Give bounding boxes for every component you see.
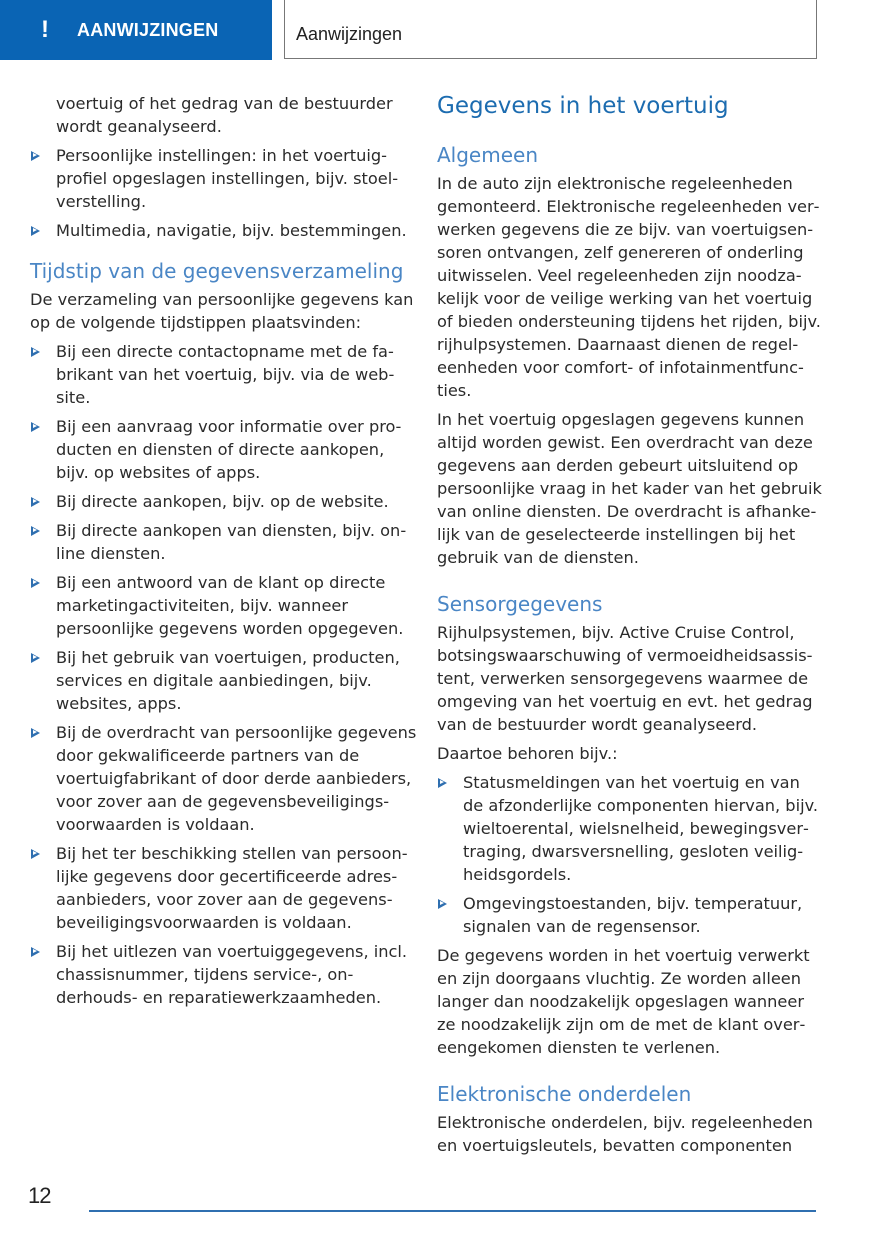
paragraph: In het voertuig opgeslagen gegevens kunnen altijd worden gewist. Een overdracht van deze gegevens aan derden gebeurt uitsluitend op persoonlijke vraag in het kader van het gebruik van online diensten. De overdracht is afhankelijk van de geselecteerde instellingen bij het gebruik van de diensten. xyxy=(437,410,822,567)
section-heading-elektronisch: Elektronische onderdelen xyxy=(437,1082,692,1106)
section-title-box xyxy=(284,0,817,59)
bullet-triangle-icon xyxy=(31,849,40,859)
list-item: Bij een aanvraag voor informatie over producten en diensten of directe aankopen, bijv. op websites of apps. xyxy=(30,415,420,484)
list-item: Persoonlijke instellingen: in het voertuigprofiel opgeslagen instellingen, bijv. stoelverstelling. xyxy=(30,144,420,213)
bullet-triangle-icon xyxy=(438,778,447,788)
bullet-triangle-icon xyxy=(31,422,40,432)
bullet-triangle-icon xyxy=(31,578,40,588)
list-item: Bij het ter beschikking stellen van persoonlijke gegevens door gecertificeerde adresaanbieders, voor zover aan de gegevensbeveiligingsvoorwaarden is voldaan. xyxy=(30,842,420,934)
list-item: Bij het uitlezen van voertuiggegevens, incl. chassisnummer, tijdens service-, onderhouds- en reparatiewerkzaamheden. xyxy=(30,940,420,1009)
chapter-tab-label: AANWIJZINGEN xyxy=(77,19,219,40)
list-item: Bij de overdracht van persoonlijke gegevens door gekwalificeerde partners van de voertuigfabrikant of door derde aanbieders, voor zover aan de gegevensbeveiligingsvoorwaarden is voldaan. xyxy=(30,721,420,836)
paragraph: Rijhulpsystemen, bijv. Active Cruise Control, botsingswaarschuwing of vermoeidheidsassistent, verwerken sensorgegevens waarmee de omgeving van het voertuig en evt. het gedrag van de bestuurder wordt geanalyseerd. xyxy=(437,623,813,734)
collection-times-list xyxy=(30,340,420,1009)
paragraph: Elektronische onderdelen, bijv. regeleenheden en voertuigsleutels, bevatten componenten xyxy=(437,1113,813,1155)
list-item: Multimedia, navigatie, bijv. bestemmingen. xyxy=(30,219,420,242)
list-item: Bij een antwoord van de klant op directe marketingactiviteiten, bijv. wanneer persoonlijke gegevens worden opgegeven. xyxy=(30,571,420,640)
bullet-triangle-icon xyxy=(438,899,447,909)
bullet-triangle-icon xyxy=(31,347,40,357)
main-heading: Gegevens in het voertuig xyxy=(437,93,729,119)
section-title: Aanwijzingen xyxy=(296,23,403,44)
list-item: Bij een directe contactopname met de fabrikant van het voertuig, bijv. via de website. xyxy=(30,340,420,409)
footer-divider xyxy=(89,1210,816,1212)
section-heading-sensor: Sensorgegevens xyxy=(437,592,603,616)
paragraph: De gegevens worden in het voertuig verwerkt en zijn doorgaans vluchtig. Ze worden alleen langer dan noodzakelijk opgeslagen wanneer ze noodzakelijk zijn om de met de klant overeengekomen diensten te verlenen. xyxy=(437,946,810,1057)
section-heading-tijdstip: Tijdstip van de gegevensverzameling xyxy=(30,259,404,283)
bullet-triangle-icon xyxy=(31,526,40,536)
warning-exclamation-icon: ! xyxy=(41,16,49,43)
continuation-text: voertuig of het gedrag van de bestuurder wordt geanalyseerd. xyxy=(56,94,393,136)
bullet-triangle-icon xyxy=(31,226,40,236)
page-number: 12 xyxy=(28,1183,51,1208)
bullet-triangle-icon xyxy=(31,947,40,957)
left-column xyxy=(30,92,420,1015)
list-item: Omgevingstoestanden, bijv. temperatuur, signalen van de regensensor. xyxy=(437,892,822,938)
top-bullet-list xyxy=(30,144,420,242)
bullet-triangle-icon xyxy=(31,151,40,161)
bullet-triangle-icon xyxy=(31,653,40,663)
list-intro: Daartoe behoren bijv.: xyxy=(437,744,618,763)
sensor-data-list xyxy=(437,771,822,938)
paragraph: In de auto zijn elektronische regeleenheden gemonteerd. Elektronische regeleenheden verwerken gegevens die ze bijv. van voertuigsensoren ontvangen, zelf genereren of onderling uitwisselen. Veel regeleenheden zijn noodzakelijk voor de veilige werking van het voertuig of bieden ondersteuning tijdens het rijden, bijv. rijhulpsystemen. Daarnaast dienen de regeleenheden voor comfort- of infotainmentfuncties. xyxy=(437,174,821,400)
list-item: Bij directe aankopen van diensten, bijv. online diensten. xyxy=(30,519,420,565)
list-item: Statusmeldingen van het voertuig en van de afzonderlijke componenten hiervan, bijv. wieltoerental, wielsnelheid, bewegingsvertraging, dwarsversnelling, gesloten veiligheidsgordels. xyxy=(437,771,822,886)
bullet-triangle-icon xyxy=(31,497,40,507)
list-item: Bij directe aankopen, bijv. op de website. xyxy=(30,490,420,513)
section-intro: De verzameling van persoonlijke gegevens kan op de volgende tijdstippen plaatsvinden: xyxy=(30,290,414,332)
section-heading-algemeen: Algemeen xyxy=(437,143,539,167)
list-item: Bij het gebruik van voertuigen, producten, services en digitale aanbiedingen, bijv. websites, apps. xyxy=(30,646,420,715)
chapter-tab xyxy=(0,0,272,60)
right-column xyxy=(437,92,822,1163)
bullet-triangle-icon xyxy=(31,728,40,738)
